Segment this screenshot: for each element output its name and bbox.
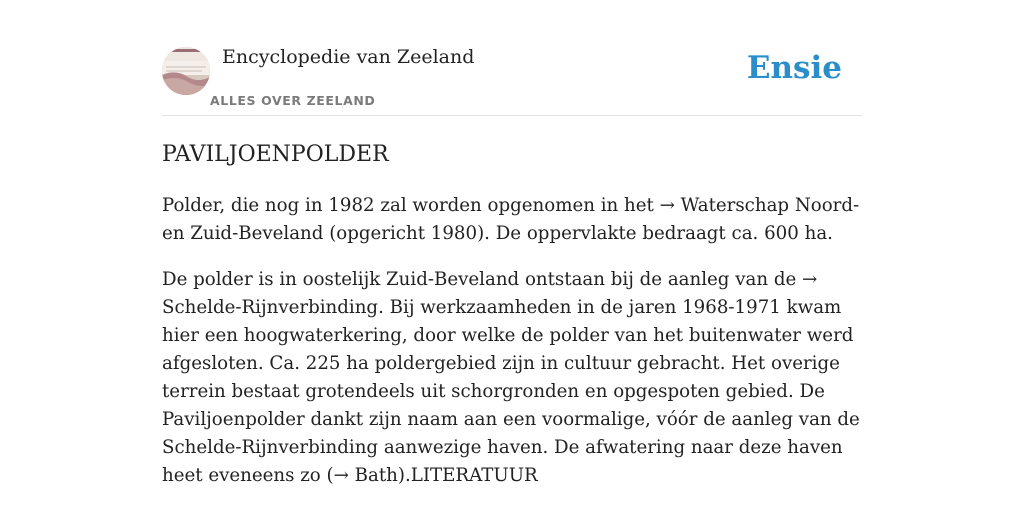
paragraph-text: . Bij werkzaamheden in de jaren 1968-1971 kwam hier een hoogwaterkering, door welke de polder van het buitenwater werd afgesloten. Ca. 225 ha poldergebied zijn in cultuur gebracht. Het overige terrein bestaat grotendeels uit schorgronden en opgespoten gebied. De Paviljoenpolder dankt zijn naam aan een voormalige, vóór de aanleg van de Schelde-Rijnverbinding aanwezige haven. De afwatering naar deze haven heet eveneens zo ( [162, 297, 860, 486]
link-bath[interactable]: → Bath [333, 465, 398, 486]
link-schelde-rijnverbinding[interactable]: → Schelde-Rijnverbinding [162, 269, 818, 318]
site-tagline: ALLES OVER ZEELAND [210, 93, 376, 108]
article-title: PAVILJOENPOLDER [162, 142, 389, 167]
link-waterschap-noord-en-zuid-beveland[interactable]: → Waterschap Noord- en Zuid-Beveland [162, 195, 860, 244]
site-title[interactable]: Encyclopedie van Zeeland [222, 46, 475, 68]
paragraph-text: ).LITERATUUR [397, 465, 538, 486]
article [162, 138, 862, 508]
paragraph-text: De polder is in oostelijk Zuid-Beveland ontstaan bij de aanleg van de [162, 269, 803, 290]
article-paragraph-2 [162, 266, 862, 490]
ensie-logo-link[interactable]: Ensie [746, 50, 842, 86]
site-header [162, 0, 862, 116]
book-pages-icon [162, 47, 210, 95]
site-avatar[interactable] [162, 47, 210, 95]
paragraph-text: Polder, die nog in 1982 zal worden opgenomen in het [162, 195, 660, 216]
paragraph-text: (opgericht 1980). De oppervlakte bedraagt ca. 600 ha. [323, 223, 833, 244]
article-paragraph-1 [162, 192, 862, 248]
